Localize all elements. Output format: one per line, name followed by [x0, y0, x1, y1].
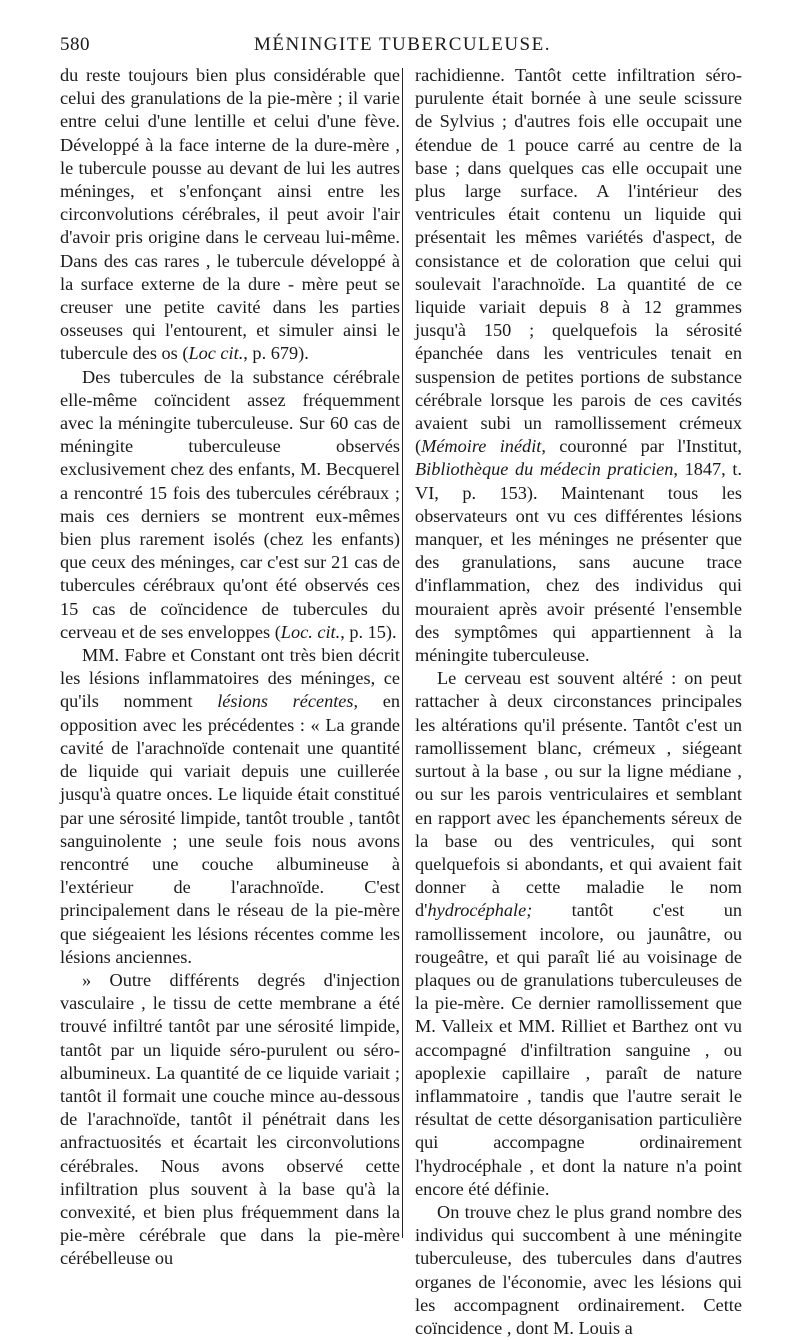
paragraph: rachidienne. Tantôt cette infiltration séro-purulente était bornée à une seule scissure de Sylvius ; d'autres fois elle occupait une étendue de 1 pouce carré au centre de la base ; dans quelques cas elle occupait une plus large surface. A l'intérieur des ventricules était contenu un liquide qui présentait les mêmes variétés d'aspect, de consistance et de coloration que celui qui soulevait l'arachnoïde. La quantité de ce liquide variait depuis 8 à 12 grammes jusqu'à 150 ; quelquefois la sérosité épanchée dans les ventricules tenait en suspension de petites portions de substance cérébrale lorsque les parois de ces cavités avaient subi un ramollissement crémeux (Mémoire inédit, couronné par l'Institut, Bibliothèque du médecin praticien, 1847, t. VI, p. 153). Maintenant tous les observateurs ont vu ces différentes lésions manquer, et les méninges ne présenter que des granulations, sans aucune trace d'inflammation, chez des individus qui mouraient après avoir présenté l'ensemble des symptômes qui appartiennent à la méningite tuberculeuse.: [415, 65, 742, 666]
citation: Loc cit.: [188, 343, 244, 364]
emphasis: Mémoire inédit: [421, 436, 542, 457]
paragraph: Le cerveau est souvent altéré : on peut rattacher à deux circonstances principales les altérations qu'il présente. Tantôt c'est un ramollissement blanc, crémeux , siégeant surtout à la base , ou sur la ligne médiane , ou sur les parois ventriculaires et semblant en rapport avec les épanchements séreux de la base ou des ventricules, qui sont quelquefois si abondants, et qui avaient fait donner à cette maladie le nom d'hydrocéphale; tantôt c'est un ramollissement incolore, ou jaunâtre, ou rougeâtre, et qui paraît lié au voisinage de plaques ou de granulations tuberculeuses de la pie-mère. Ce dernier ramollissement que M. Valleix et MM. Rilliet et Barthez ont vu accompagné d'infiltration sanguine , ou apoplexie capillaire , paraît de nature inflammatoire , tandis que l'autre serait le résultat de cette désorganisation particulière qui accompagne ordinairement l'hydrocéphale , et dont la nature n'a point encore été définie.: [415, 668, 742, 1199]
paragraph: du reste toujours bien plus considérable que celui des granulations de la pie-mère ; il varie entre celui d'une lentille et celui d'une fève. Développé à la face interne de la dure-mère , le tubercule pousse au devant de lui les autres méninges, et s'enfonçant ainsi entre les circonvolutions cérébrales, il peut avoir l'air d'avoir pris origine dans le cerveau lui-même. Dans des cas rares , le tubercule développé à la surface externe de la dure - mère peut se creuser une petite cavité dans les parties osseuses qui l'entourent, et simuler ainsi le tubercule des os (Loc cit., p. 679).: [60, 65, 400, 364]
paragraph: » Outre différents degrés d'injection vasculaire , le tissu de cette membrane a été trouvé infiltré tantôt par une sérosité limpide, tantôt par un liquide séro-purulent ou séro-albumineux. La quantité de ce liquide variait ; tantôt il formait une couche mince au-dessous de l'arachnoïde, tantôt il pénétrait dans les anfractuosités et écartait les circonvolutions cérébrales. Nous avons observé cette infiltration plus souvent à la base qu'à la convexité, et bien plus fréquemment dans la pie-mère cérébrale que dans la pie-mère cérébelleuse ou: [60, 969, 400, 1269]
page-number: 580: [60, 34, 90, 55]
paragraph: MM. Fabre et Constant ont très bien décrit les lésions inflammatoires des méninges, ce qu'ils nomment lésions récentes, en opposition avec les précédentes : « La grande cavité de l'arachnoïde contenait une quantité de liquide qui variait depuis une cuillerée jusqu'à quatre onces. Le liquide était constitué par une sérosité limpide, tantôt trouble , tantôt sanguinolente ; une seule fois nous avons rencontré une couche albumineuse à l'extérieur de l'arachnoïde. C'est principalement dans le réseau de la pie-mère que siégeaient les lésions récentes comme les lésions anciennes.: [60, 645, 400, 967]
paragraph: On trouve chez le plus grand nombre des individus qui succombent à une méningite tuberculeuse, des tubercules dans d'autres organes de l'économie, avec les lésions qui les accompagnent ordinairement. Cette coïncidence , dont M. Louis a: [415, 1201, 742, 1338]
citation: Loc. cit.: [280, 621, 341, 642]
emphasis: hydrocéphale;: [427, 900, 533, 921]
column-divider: [402, 68, 403, 1238]
right-column: [415, 64, 742, 1340]
emphasis: lésions récentes: [217, 691, 354, 712]
emphasis: Bibliothèque du médecin praticien: [415, 459, 674, 480]
left-column: [60, 64, 400, 1271]
paragraph: Des tubercules de la substance cérébrale elle-même coïncident assez fréquemment avec la méningite tuberculeuse. Sur 60 cas de méningite tuberculeuse observés exclusivement chez des enfants, M. Becquerel a rencontré 15 fois des tubercules cérébraux ; mais ces derniers se montrent eux-mêmes bien plus rarement isolés (chez les enfants) que ceux des méninges, car c'est sur 21 cas de tubercules cérébraux qu'ont été observés ces 15 cas de coïncidence de tubercules du cerveau et de ses enveloppes (Loc. cit., p. 15).: [60, 366, 400, 642]
page-header: [60, 34, 745, 64]
running-title: MÉNINGITE TUBERCULEUSE.: [254, 34, 551, 55]
